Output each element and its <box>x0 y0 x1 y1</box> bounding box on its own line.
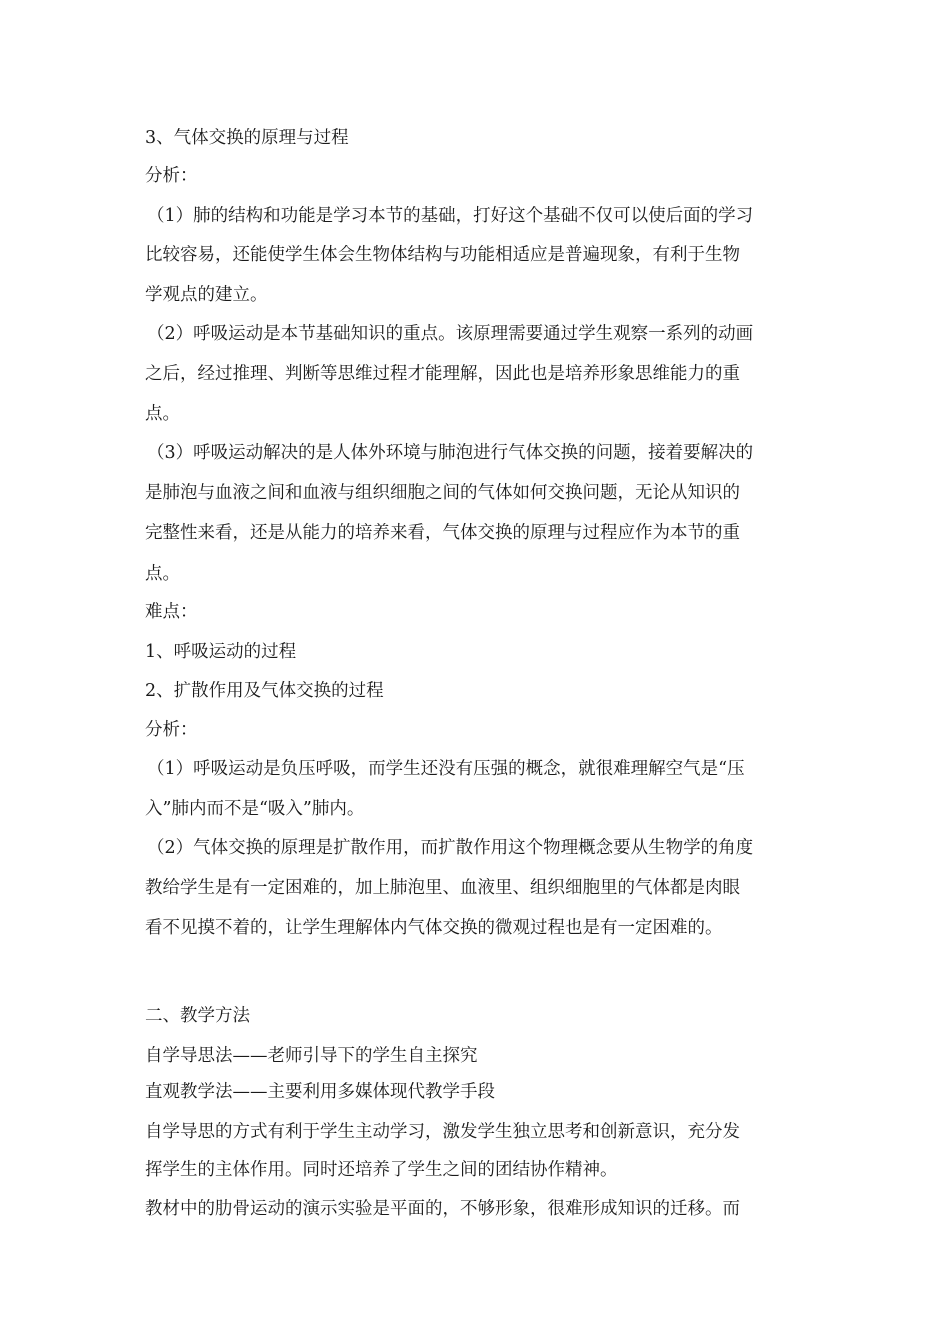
paragraph-line: 学观点的建立。 <box>145 285 268 305</box>
paragraph-line: （2）气体交换的原理是扩散作用，而扩散作用这个物理概念要从生物学的角度 <box>147 838 754 858</box>
difficulty-label: 难点： <box>145 602 198 622</box>
paragraph-line: 之后，经过推理、判断等思维过程才能理解，因此也是培养形象思维能力的重 <box>145 364 740 384</box>
analysis-label: 分析： <box>145 166 198 186</box>
paragraph-line: （1）肺的结构和功能是学习本节的基础，打好这个基础不仅可以使后面的学习 <box>147 206 754 226</box>
paragraph-line: 比较容易，还能使学生体会生物体结构与功能相适应是普遍现象，有利于生物 <box>145 245 740 265</box>
paragraph-line: 看不见摸不着的，让学生理解体内气体交换的微观过程也是有一定困难的。 <box>145 918 723 938</box>
paragraph-line: 是肺泡与血液之间和血液与组织细胞之间的气体如何交换问题，无论从知识的 <box>145 483 740 503</box>
paragraph-line: 入”肺内而不是“吸入”肺内。 <box>145 799 365 819</box>
method-item: 自学导思法——老师引导下的学生自主探究 <box>145 1046 478 1066</box>
list-item: 2、扩散作用及气体交换的过程 <box>145 681 384 701</box>
paragraph-line: （1）呼吸运动是负压呼吸，而学生还没有压强的概念，就很难理解空气是“压 <box>147 759 745 779</box>
paragraph-line: 点。 <box>145 564 180 584</box>
paragraph-line: 教给学生是有一定困难的，加上肺泡里、血液里、组织细胞里的气体都是肉眼 <box>145 878 740 898</box>
list-item: 1、呼吸运动的过程 <box>145 642 297 662</box>
paragraph-line: 自学导思的方式有利于学生主动学习，激发学生独立思考和创新意识，充分发 <box>145 1122 740 1142</box>
paragraph-line: 教材中的肋骨运动的演示实验是平面的，不够形象，很难形成知识的迁移。而 <box>145 1199 740 1219</box>
section-heading: 3、气体交换的原理与过程 <box>145 128 349 148</box>
analysis-label: 分析： <box>145 720 198 740</box>
paragraph-line: 挥学生的主体作用。同时还培养了学生之间的团结协作精神。 <box>145 1160 618 1180</box>
paragraph-line: 点。 <box>145 404 180 424</box>
method-item: 直观教学法——主要利用多媒体现代教学手段 <box>145 1082 495 1102</box>
section-heading: 二、教学方法 <box>145 1006 250 1026</box>
paragraph-line: （2）呼吸运动是本节基础知识的重点。该原理需要通过学生观察一系列的动画 <box>147 324 754 344</box>
paragraph-line: 完整性来看，还是从能力的培养来看，气体交换的原理与过程应作为本节的重 <box>145 523 740 543</box>
paragraph-line: （3）呼吸运动解决的是人体外环境与肺泡进行气体交换的问题，接着要解决的 <box>147 443 754 463</box>
